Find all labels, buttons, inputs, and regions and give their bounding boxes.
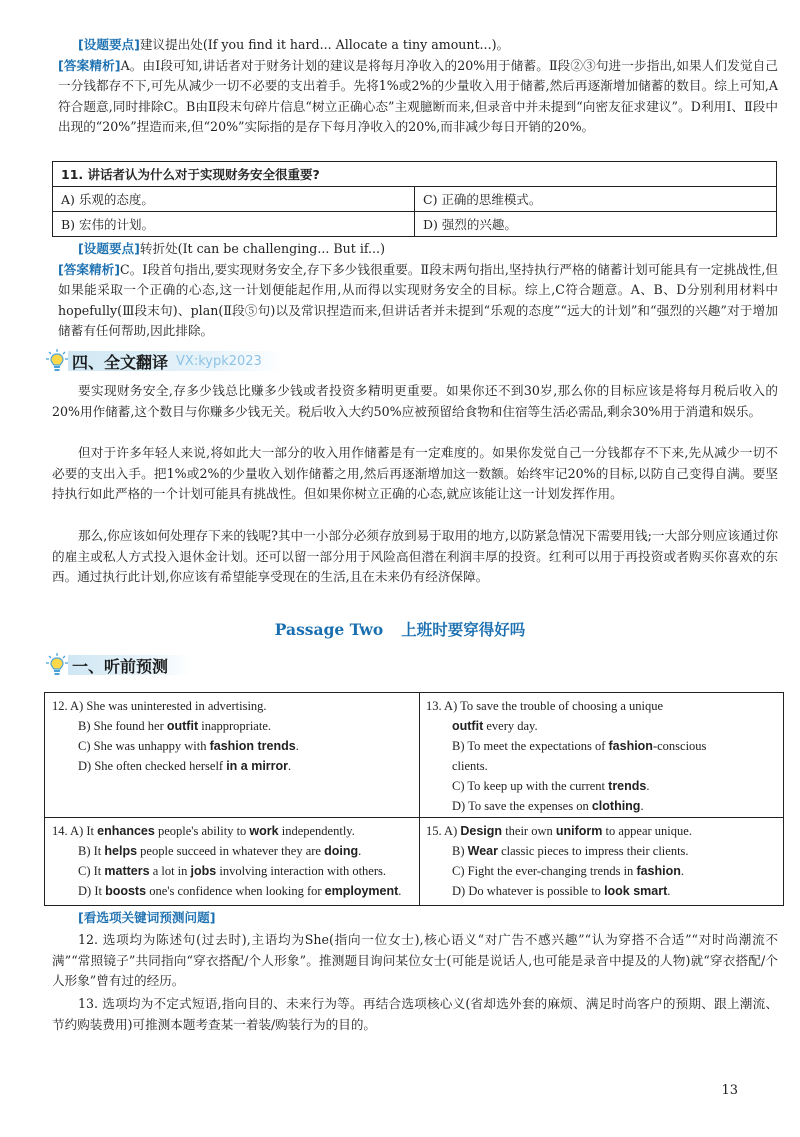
section-header-prediction bbox=[46, 652, 190, 678]
option-text: 14. A) It bbox=[52, 824, 98, 838]
keyword: look smart bbox=[604, 884, 668, 898]
option-text: . bbox=[646, 779, 650, 793]
keyword: clothing bbox=[591, 799, 641, 813]
prediction-tag: [看选项关键词预测问题] bbox=[78, 910, 216, 925]
section-title-bar bbox=[68, 351, 284, 371]
keyword: uniform bbox=[555, 824, 603, 838]
option-line bbox=[426, 821, 692, 841]
option-text: D) Do whatever is possible to bbox=[452, 884, 605, 898]
keyword: work bbox=[249, 824, 279, 838]
design-point-text: 转折处(It can be challenging... But if...) bbox=[139, 241, 385, 256]
q14-options bbox=[52, 821, 401, 901]
option-line bbox=[52, 841, 401, 861]
keyword: fashion bbox=[636, 864, 681, 878]
row-divider bbox=[45, 817, 783, 818]
option-text: . bbox=[288, 759, 292, 773]
passage-title-en: Passage Two bbox=[274, 620, 384, 639]
option-line bbox=[426, 736, 776, 756]
option-text: a lot in bbox=[149, 864, 191, 878]
passage-title bbox=[0, 618, 800, 640]
answer-analysis-text: C。Ⅰ段首句指出,要实现财务安全,存下多少钱很重要。Ⅱ段末两句指出,坚持执行严格的储蓄计划可能具有一定挑战性,但如果能采取一个正确的心态,这一计划便能起作用,从而得以实现财务安全的目标。综上,C符合题意。A、B、D分别利用材料中hopefully(Ⅲ段末句)、plan(Ⅱ段⑤句)以及常识捏造而来,但讲话者并未提到“乐观的态度”“远大的计划”和“强烈的兴趣”对于增加储蓄有任何帮助,因此排除。 bbox=[58, 261, 778, 338]
option-text: independently. bbox=[278, 824, 355, 838]
option-text: C) It bbox=[78, 864, 105, 878]
keyword: outfit bbox=[166, 719, 199, 733]
option-line bbox=[52, 881, 401, 901]
keyword: enhances bbox=[97, 824, 155, 838]
q11-option-d: D) 强烈的兴趣。 bbox=[415, 212, 777, 237]
q15-options bbox=[426, 821, 692, 901]
option-line bbox=[426, 796, 776, 816]
option-text: B) She found her bbox=[78, 719, 167, 733]
prediction-q12: 12. 选项均为陈述句(过去时),主语均为She(指向一位女士),核心语义“对广告不感兴趣”“认为穿搭不合适”“对时尚潮流不满”“常照镜子”共同指向“穿衣搭配/个人形象”。推测题目询问某位女士(可能是说话人,也可能是录音中提及的人物)就“穿衣搭配/个人形象”曾有过的经历。 bbox=[52, 932, 778, 988]
option-line bbox=[426, 716, 776, 736]
q13-options bbox=[426, 696, 776, 816]
option-line bbox=[426, 861, 692, 881]
keyword: outfit bbox=[452, 719, 484, 733]
option-text: . bbox=[295, 739, 299, 753]
design-point-text: 建议提出处(If you find it hard... Allocate a tiny amount...)。 bbox=[139, 37, 510, 52]
option-text: D) It bbox=[78, 884, 106, 898]
keyword: matters bbox=[104, 864, 150, 878]
answer-analysis-text: A。由Ⅰ段可知,讲话者对于财务计划的建议是将每月净收入的20%用于储蓄。Ⅱ段②③句进一步指出,如果人们发觉自己一分钱都存不下,可先从减少一切不必要的支出着手。先将1%或2%的少量收入用于储蓄,然后再逐渐增加储蓄的数目。综上可知,A符合题意,同时排除C。B由Ⅱ段末句碎片信息“树立正确心态”主观臆断而来,但录音中并未提到“向密友征求建议”。D利用Ⅰ、Ⅱ段中出现的“20%”捏造而来,但“20%”实际指的是存下每月净收入的20%,而非减少每日开销的20%。 bbox=[58, 57, 778, 134]
design-point-tag: [设题要点] bbox=[78, 37, 140, 52]
keyword: Wear bbox=[467, 844, 498, 858]
option-text: B) bbox=[452, 844, 468, 858]
option-text: C) Fight the ever-changing trends in bbox=[452, 864, 637, 878]
option-line bbox=[52, 716, 299, 736]
prediction-tag-line bbox=[58, 908, 778, 929]
option-line bbox=[52, 756, 299, 776]
keyword: in a mirror bbox=[226, 759, 289, 773]
option-text: one's confidence when looking for bbox=[146, 884, 325, 898]
q11-option-a: A) 乐观的态度。 bbox=[53, 187, 415, 212]
option-text: C) To keep up with the current bbox=[452, 779, 609, 793]
option-text: B) To meet the expectations of bbox=[452, 739, 609, 753]
column-divider bbox=[419, 693, 420, 905]
answer-analysis-tag: [答案精析] bbox=[58, 261, 121, 277]
option-text: 13. A) To save the trouble of choosing a unique bbox=[426, 699, 664, 713]
option-text: to appear unique. bbox=[602, 824, 692, 838]
option-line bbox=[426, 841, 692, 861]
translation-para-3: 那么,你应该如何处理存下来的钱呢?其中一小部分必须存放到易于取用的地方,以防紧急情况下需要用钱;一大部分则应该通过你的雇主或私人方式投入退休金计划。还可以留一部分用于风险高但潜在利润丰厚的投资。红利可以用于再投资或者购买你喜欢的东西。通过执行此计划,你应该有希望能享受现在的生活,且在未来仍有经济保障。 bbox=[52, 528, 778, 584]
answer-analysis-tag: [答案精析] bbox=[58, 57, 121, 73]
section-title: 四、全文翻译 bbox=[72, 352, 169, 372]
option-text: D) To save the expenses on bbox=[452, 799, 592, 813]
keyword: boosts bbox=[105, 884, 147, 898]
section-title-bar bbox=[68, 655, 190, 675]
q11-option-c: C) 正确的思维模式。 bbox=[415, 187, 777, 212]
q11-option-b: B) 宏伟的计划。 bbox=[53, 212, 415, 237]
q11-analysis bbox=[58, 239, 778, 342]
option-line bbox=[426, 756, 776, 776]
keyword: fashion trends bbox=[209, 739, 296, 753]
option-text: B) It bbox=[78, 844, 105, 858]
option-text: people's ability to bbox=[154, 824, 250, 838]
q11-table bbox=[52, 161, 777, 237]
section-header-translation bbox=[46, 348, 284, 374]
option-line bbox=[426, 776, 776, 796]
option-text: . bbox=[680, 864, 685, 878]
option-text: . bbox=[358, 844, 362, 858]
keyword: jobs bbox=[190, 864, 217, 878]
option-line bbox=[426, 696, 776, 716]
design-point-tag: [设题要点] bbox=[78, 241, 140, 256]
option-text: C) She was unhappy with bbox=[78, 739, 210, 753]
q10-analysis bbox=[58, 35, 778, 138]
keyword: trends bbox=[608, 779, 647, 793]
option-text: inappropriate. bbox=[198, 719, 271, 733]
option-text: . bbox=[640, 799, 644, 813]
translation-para-1: 要实现财务安全,存多少钱总比赚多少钱或者投资多精明更重要。如果你还不到30岁,那么你的目标应该是将每月税后收入的20%用作储蓄,这个数目与你赚多少钱无关。税后收入大约50%应被预留给食物和住宿等生活必需品,剩余30%用于消遣和娱乐。 bbox=[52, 383, 778, 419]
option-text: their own bbox=[502, 824, 556, 838]
keyword: helps bbox=[104, 844, 138, 858]
option-text: D) She often checked herself bbox=[78, 759, 227, 773]
option-text: . bbox=[667, 884, 671, 898]
option-text: . bbox=[398, 884, 402, 898]
option-text: 15. A) bbox=[426, 824, 461, 838]
option-line bbox=[52, 696, 299, 716]
watermark-text: VX:kypk2023 bbox=[176, 353, 262, 369]
section-title: 一、听前预测 bbox=[72, 656, 169, 676]
lightbulb-icon bbox=[46, 652, 68, 678]
q12-options bbox=[52, 696, 299, 776]
option-text: classic pieces to impress their clients. bbox=[497, 844, 689, 858]
passage-title-zh: 上班时要穿得好吗 bbox=[401, 620, 526, 639]
translation-para-2: 但对于许多年轻人来说,将如此大一部分的收入用作储蓄是有一定难度的。如果你发觉自己一分钱都存不下来,先从减少一切不必要的支出入手。把1%或2%的少量收入划作储蓄之用,然后再逐渐增加这一数额。始终牢记20%的目标,以防自己变得自满。要坚持执行如此严格的一个计划可能具有挑战性。但如果你树立正确的心态,就应该能让这一计划发挥作用。 bbox=[52, 445, 778, 501]
lightbulb-icon bbox=[46, 348, 68, 374]
q11-question: 11. 讲话者认为什么对于实现财务安全很重要? bbox=[53, 162, 777, 187]
keyword: employment bbox=[324, 884, 399, 898]
option-line bbox=[52, 736, 299, 756]
option-text: clients. bbox=[452, 759, 488, 773]
option-text: people succeed in whatever they are bbox=[137, 844, 325, 858]
page-number: 13 bbox=[721, 1083, 738, 1098]
keyword: fashion bbox=[608, 739, 653, 753]
option-text: -conscious bbox=[652, 739, 707, 753]
keyword: Design bbox=[460, 824, 503, 838]
option-line bbox=[52, 861, 401, 881]
option-text: 12. A) She was uninterested in advertising. bbox=[52, 699, 267, 713]
option-text: involving interaction with others. bbox=[216, 864, 386, 878]
prediction-q13: 13. 选项均为不定式短语,指向目的、未来行为等。再结合选项核心义(省却选外套的麻烦、满足时尚客户的预期、跟上潮流、节约购装费用)可推测本题考查某一着装/购装行为的目的。 bbox=[52, 996, 778, 1032]
option-line bbox=[52, 821, 401, 841]
option-line bbox=[426, 881, 692, 901]
option-text: every day. bbox=[483, 719, 538, 733]
keyword: doing bbox=[324, 844, 359, 858]
